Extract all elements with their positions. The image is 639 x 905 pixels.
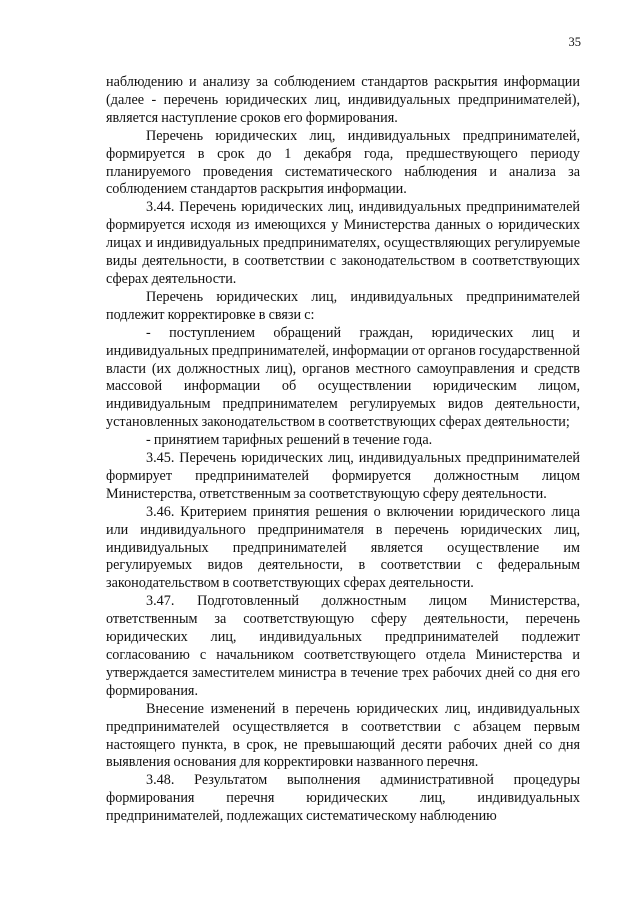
paragraph-clause-3-46: 3.46. Критерием принятия решения о включении юридического лица или индивидуального предпринимателя в перечень юридических лиц, индивидуальных предпринимателей является осуществление им регулируемых видов деятельности, в соответствии с федеральным законодательством в соответствующих сферах деятельности. [106, 503, 580, 592]
paragraph-clause-3-48: 3.48. Результатом выполнения административной процедуры формирования перечня юридических лиц, индивидуальных предпринимателей, подлежащих систематическому наблюдению [106, 772, 580, 825]
paragraph: Внесение изменений в перечень юридических лиц, индивидуальных предпринимателей осуществляется в соответствии с абзацем первым настоящего пункта, в срок, не превышающий десяти рабочих дней со дня выявления основания для корректировки названного перечня. [106, 700, 580, 771]
document-body [106, 74, 580, 826]
paragraph: Перечень юридических лиц, индивидуальных предпринимателей, формируется в срок до 1 декабря года, предшествующего периоду планируемого проведения систематического наблюдения и анализа за соблюдением стандартов раскрытия информации. [106, 127, 580, 198]
list-item: - принятием тарифных решений в течение года. [146, 432, 433, 449]
paragraph: Перечень юридических лиц, индивидуальных предпринимателей подлежит корректировке в связи с: [106, 288, 580, 323]
page-number: 35 [568, 35, 581, 49]
list-item: - поступлением обращений граждан, юридических лиц и индивидуальных предпринимателей, информации от органов государственной власти (их должностных лиц), органов местного самоуправления и средств массовой информации об осуществлении юридическим лицом, индивидуальным предпринимателем регулируемых видов деятельности, установленных законодательством в соответствующих сферах деятельности; [106, 324, 580, 431]
paragraph-clause-3-47: 3.47. Подготовленный должностным лицом Министерства, ответственным за соответствующую сферу деятельности, перечень юридических лиц, индивидуальных предпринимателей подлежит согласованию с начальником соответствующего отдела Министерства и утверждается заместителем министра в течение трех рабочих дней со дня его формирования. [106, 593, 580, 699]
paragraph: наблюдению и анализу за соблюдением стандартов раскрытия информации (далее - перечень юридических лиц, индивидуальных предпринимателей), является наступление сроков его формирования. [106, 74, 580, 126]
paragraph-clause-3-45: 3.45. Перечень юридических лиц, индивидуальных предпринимателей формирует предпринимателей формируется должностным лицом Министерства, ответственным за соответствующую сферу деятельности. [106, 450, 580, 502]
paragraph-clause-3-44: 3.44. Перечень юридических лиц, индивидуальных предпринимателей формируется исходя из имеющихся у Министерства данных о юридических лицах и индивидуальных предпринимателях, осуществляющих регулируемые виды деятельности, в соответствии с законодательством в соответствующих сферах деятельности. [106, 199, 580, 287]
